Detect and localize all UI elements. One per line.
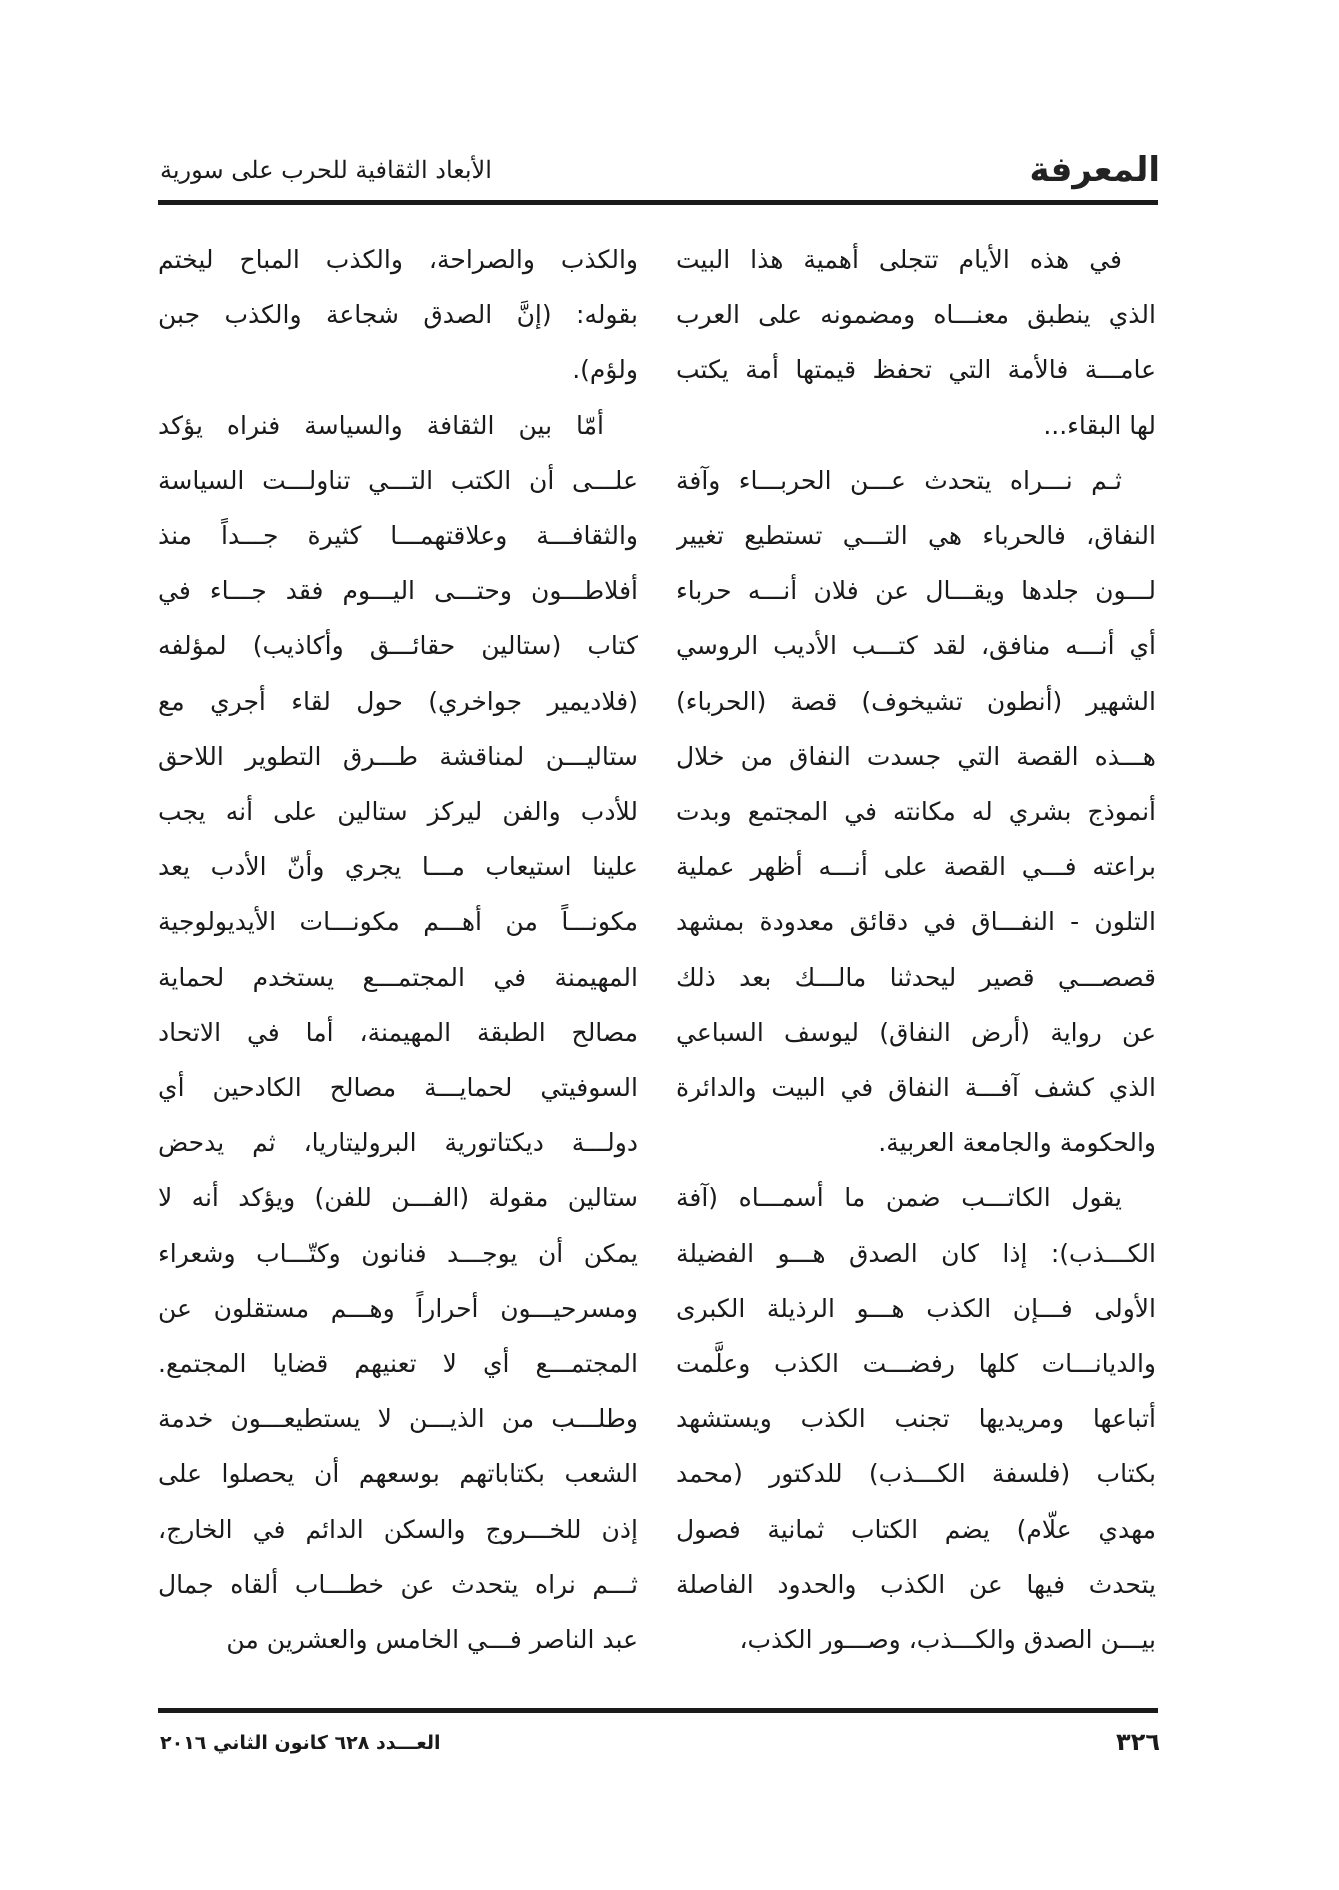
text-line: ستالين مقولة (الفـــن للفن) ويؤكد أنه لا xyxy=(158,1183,638,1213)
text-line: ولؤم). xyxy=(572,355,638,385)
text-line: علـــى أن الكتب التـــي تناولـــت السياسة xyxy=(158,465,638,495)
text-line: عامـــة فالأمة التي تحفظ قيمتها أمة يكتب xyxy=(676,355,1156,385)
footer-rule xyxy=(158,1708,1158,1713)
text-line: مكونـــاً من أهـــم مكونـــات الأيديولوجية xyxy=(158,907,638,937)
text-line: والديانـــات كلها رفضـــت الكذب وعلَّمت xyxy=(676,1349,1156,1379)
text-line: والثقافـــة وعلاقتهمـــا كثيرة جـــداً منذ xyxy=(158,521,638,551)
paragraph xyxy=(676,453,1156,1171)
text-column-left xyxy=(158,232,638,1667)
text-line: الأولى فـــإن الكذب هـــو الرذيلة الكبرى xyxy=(676,1293,1156,1323)
text-line: أي أنـــه منافق، لقد كتـــب الأديب الروسي xyxy=(676,631,1156,661)
text-line: ثـم نـــراه يتحدث عـــن الحربـــاء وآفة xyxy=(676,465,1122,495)
text-line: مصالح الطبقة المهيمنة، أما في الاتحاد xyxy=(158,1017,638,1047)
text-line: هـــذه القصة التي جسدت النفاق من خلال xyxy=(676,741,1156,771)
text-line: أمّا بين الثقافة والسياسة فنراه يؤكد xyxy=(158,410,604,440)
text-line: والحكومة والجامعة العربية. xyxy=(878,1128,1156,1158)
text-line: الشعب بكتاباتهم بوسعهم أن يحصلوا على xyxy=(158,1459,638,1489)
text-line: والكذب والصراحة، والكذب المباح ليختم xyxy=(158,245,638,274)
text-line: ثـــم نراه يتحدث عن خطـــاب ألقاه جمال xyxy=(158,1569,638,1599)
text-line: بقوله: (إنَّ الصدق شجاعة والكذب جبن xyxy=(158,300,638,330)
text-line: المهيمنة في المجتمـــع يستخدم لحماية xyxy=(158,962,638,992)
text-line: (فلاديمير جواخري) حول لقاء أجري مع xyxy=(158,686,638,716)
paragraph xyxy=(158,398,638,1668)
text-line: دولـــة ديكتاتورية البروليتاريا، ثم يدحض xyxy=(158,1128,638,1158)
paragraph xyxy=(158,232,638,398)
text-line: ستاليـــن لمناقشة طـــرق التطوير اللاحق xyxy=(158,741,638,771)
text-line: إذن للخـــروج والسكن الدائم في الخارج، xyxy=(158,1514,638,1544)
text-line: علينا استيعاب مـــا يجري وأنّ الأدب يعد xyxy=(158,852,638,882)
paragraph xyxy=(676,232,1156,453)
text-line: المجتمـــع أي لا تعنيهم قضايا المجتمع. xyxy=(158,1349,638,1379)
text-line: بيـــن الصدق والكـــذب، وصـــور الكذب، xyxy=(739,1625,1156,1655)
text-line: بكتاب (فلسفة الكـــذب) للدكتور (محمد xyxy=(676,1459,1156,1489)
text-line: يقول الكاتـــب ضمن ما أسمـــاه (آفة xyxy=(676,1183,1122,1213)
text-line: أنموذج بشري له مكانته في المجتمع وبدت xyxy=(676,797,1156,827)
text-line: براعته فـــي القصة على أنـــه أظهر عملية xyxy=(676,852,1156,882)
text-line: ومسرحيـــون أحراراً وهـــم مستقلون عن xyxy=(158,1293,638,1323)
text-line: قصصـــي قصير ليحدثنا مالـــك بعد ذلك xyxy=(676,962,1156,992)
text-line: في هذه الأيام تتجلى أهمية هذا البيت xyxy=(676,245,1122,274)
text-line: أفلاطـــون وحتـــى اليـــوم فقد جـــاء في xyxy=(158,576,638,606)
text-line: النفاق، فالحرباء هي التـــي تستطيع تغيير xyxy=(676,521,1156,551)
issue-info: العـــدد ٦٢٨ كانون الثاني ٢٠١٦ xyxy=(160,1732,441,1754)
magazine-logo: المعرفة xyxy=(1029,150,1160,190)
text-line: الذي كشف آفـــة النفاق في البيت والدائرة xyxy=(676,1073,1156,1103)
text-line: أتباعها ومريديها تجنب الكذب ويستشهد xyxy=(676,1404,1156,1434)
header-rule xyxy=(158,200,1158,205)
text-line: الشهير (أنطون تشيخوف) قصة (الحرباء) xyxy=(676,686,1156,716)
text-line: عن رواية (أرض النفاق) ليوسف السباعي xyxy=(676,1017,1156,1047)
text-line: يمكن أن يوجـــد فنانون وكتّـــاب وشعراء xyxy=(158,1238,638,1268)
paragraph xyxy=(676,1170,1156,1667)
text-line: لها البقاء... xyxy=(1043,410,1156,440)
text-line: مهدي علّام) يضم الكتاب ثمانية فصول xyxy=(676,1514,1156,1544)
running-title: الأبعاد الثقافية للحرب على سورية xyxy=(160,156,492,184)
text-line: وطلـــب من الذيـــن لا يستطيعـــون خدمة xyxy=(158,1404,638,1434)
page-number: ٣٢٦ xyxy=(1116,1728,1160,1756)
text-line: يتحدث فيها عن الكذب والحدود الفاصلة xyxy=(676,1569,1156,1599)
text-line: كتاب (ستالين حقائـــق وأكاذيب) لمؤلفه xyxy=(158,631,638,661)
text-line: الكـــذب): إذا كان الصدق هـــو الفضيلة xyxy=(676,1238,1156,1268)
text-line: التلون - النفـــاق في دقائق معدودة بمشهد xyxy=(676,907,1156,937)
text-column-right xyxy=(676,232,1156,1667)
text-line: للأدب والفن ليركز ستالين على أنه يجب xyxy=(158,797,638,827)
text-line: الذي ينطبق معنـــاه ومضمونه على العرب xyxy=(676,300,1156,330)
text-line: عبد الناصر فـــي الخامس والعشرين من xyxy=(226,1625,638,1655)
text-line: السوفيتي لحمايـــة مصالح الكادحين أي xyxy=(158,1073,638,1103)
text-line: لـــون جلدها ويقـــال عن فلان أنـــه حرباء xyxy=(676,576,1156,606)
